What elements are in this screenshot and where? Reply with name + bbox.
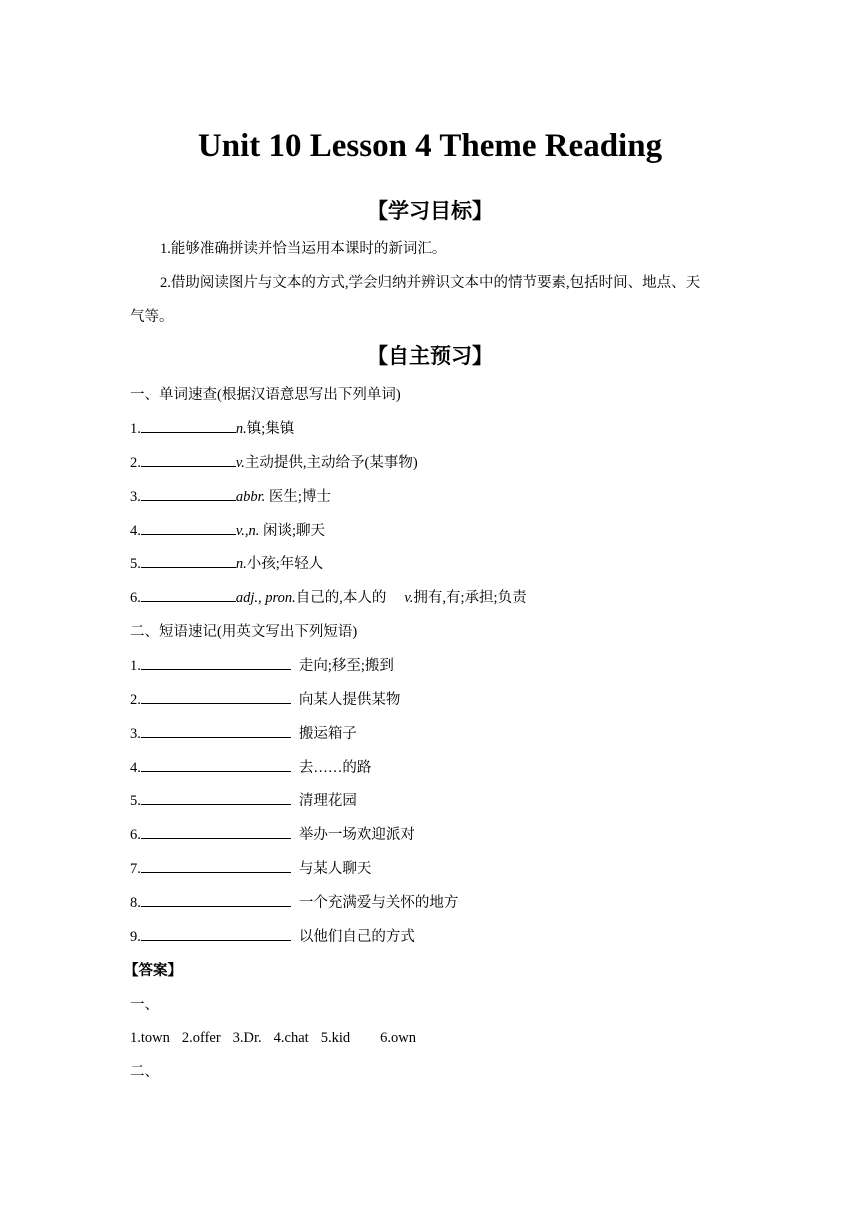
phrase-num: 7. [130,861,141,877]
word-item [130,520,325,542]
answer-blank[interactable] [141,486,236,501]
word-num: 6. [130,590,141,606]
word-pos: v.,n. [235,523,260,539]
phrase-meaning: 以他们自己的方式 [298,929,415,945]
objective-2-cont: 气等。 [130,309,174,325]
answers-part2-label: 二、 [130,1064,159,1080]
phrase-meaning: 清理花园 [298,793,357,809]
word-meaning: 主动提供,主动给予(某事物) [244,455,418,471]
phrase-num: 3. [130,726,141,742]
answers-part1-label: 一、 [130,997,159,1013]
phrase-num: 9. [130,929,141,945]
answer-blank[interactable] [141,892,291,907]
phrase-meaning: 举办一场欢迎派对 [298,827,415,843]
answer-item: 2.offer [181,1030,221,1046]
phrase-meaning: 向某人提供某物 [298,692,401,708]
answers-part1-list [130,1027,428,1049]
phrase-item [130,824,415,846]
part1-title: 一、单词速查(根据汉语意思写出下列单词) [130,387,401,403]
part2-title: 二、短语速记(用英文写出下列短语) [130,624,358,640]
word-pos-2: v. [404,590,414,606]
answer-blank[interactable] [141,655,291,670]
word-pos: n. [235,421,247,437]
word-meaning: 医生;博士 [265,489,331,505]
answer-blank[interactable] [141,418,236,433]
phrase-num: 8. [130,895,141,911]
word-pos: adj., pron. [235,590,296,606]
word-num: 1. [130,421,141,437]
preview-heading: 【自主预习】 [367,344,493,368]
phrase-num: 2. [130,692,141,708]
phrase-item [130,757,371,779]
word-meaning: 小孩;年轻人 [246,556,324,572]
objective-1: 1.能够准确拼读并恰当运用本课时的新词汇。 [160,241,447,257]
word-num: 4. [130,523,141,539]
word-meaning-2: 拥有,有;承担;负责 [413,590,527,606]
word-num: 5. [130,556,141,572]
answer-item: 3.Dr. [232,1030,262,1046]
answer-item: 1.town [130,1030,170,1046]
answer-item: 5.kid [320,1030,351,1046]
answer-item: 4.chat [273,1030,309,1046]
phrase-meaning: 去……的路 [298,760,372,776]
word-num: 2. [130,455,141,471]
phrase-num: 4. [130,760,141,776]
phrase-item [130,926,415,948]
word-item [130,553,323,575]
word-meaning: 闲谈;聊天 [259,523,326,539]
answer-blank[interactable] [141,757,291,772]
word-meaning: 自己的,本人的 [295,590,387,606]
answer-blank[interactable] [141,520,236,535]
answer-blank[interactable] [141,723,291,738]
answer-blank[interactable] [141,452,236,467]
answers-heading: 【答案】 [124,963,182,979]
answer-blank[interactable] [141,858,291,873]
objective-2: 2.借助阅读图片与文本的方式,学会归纳并辨识文本中的情节要素,包括时间、地点、天 [160,275,701,291]
word-pos: n. [235,556,247,572]
page-title: Unit 10 Lesson 4 Theme Reading [197,128,663,164]
answer-blank[interactable] [141,824,291,839]
phrase-item [130,892,458,914]
word-item [130,418,294,440]
word-item [130,452,418,474]
word-item [130,486,331,508]
phrase-meaning: 一个充满爱与关怀的地方 [298,895,459,911]
objectives-heading: 【学习目标】 [367,199,493,223]
phrase-item [130,655,394,677]
phrase-meaning: 走向;移至;搬到 [298,658,394,674]
answer-blank[interactable] [141,790,291,805]
phrase-item [130,689,400,711]
answer-blank[interactable] [141,587,236,602]
phrase-item [130,790,357,812]
phrase-meaning: 与某人聊天 [298,861,372,877]
answer-item: 6.own [380,1030,416,1046]
phrase-item [130,723,357,745]
word-pos: abbr. [235,489,266,505]
phrase-num: 6. [130,827,141,843]
word-num: 3. [130,489,141,505]
word-pos: v. [235,455,245,471]
answer-blank[interactable] [141,553,236,568]
phrase-item [130,858,371,880]
answer-blank[interactable] [141,926,291,941]
phrase-num: 1. [130,658,141,674]
phrase-num: 5. [130,793,141,809]
word-meaning: 镇;集镇 [246,421,295,437]
word-item [130,587,527,609]
answer-blank[interactable] [141,689,291,704]
phrase-meaning: 搬运箱子 [298,726,357,742]
